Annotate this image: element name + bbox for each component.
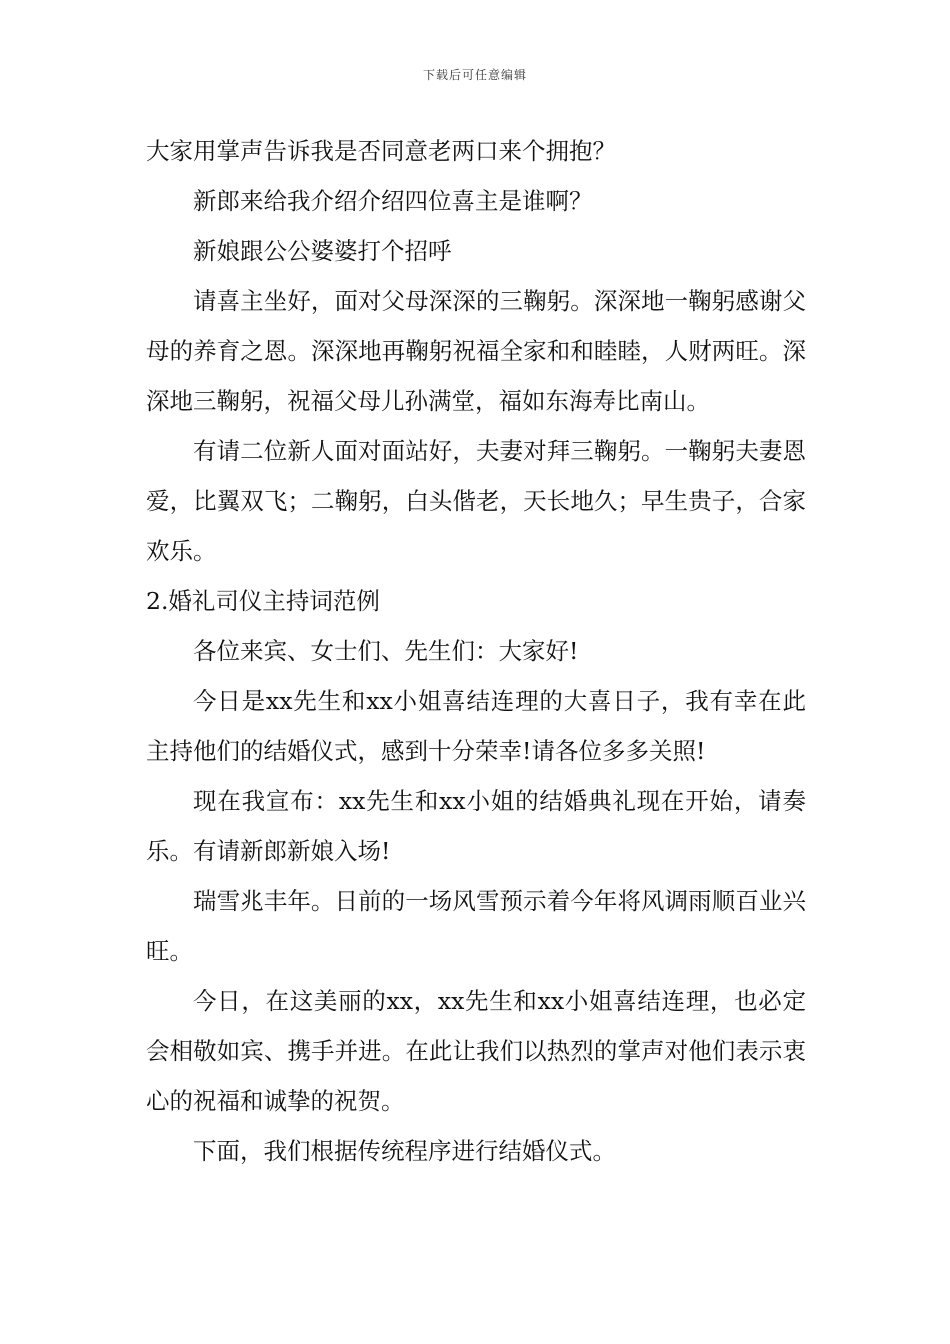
section-heading: 2.婚礼司仪主持词范例 — [146, 587, 380, 615]
paragraph-bow-couple: 有请二位新人面对面站好，夫妻对拜三鞠躬。一鞠躬夫妻恩爱，比翼双飞；二鞠躬，白头偕老，天长地久；早生贵子，合家欢乐。 — [146, 437, 806, 565]
paragraph-blessing: 今日，在这美丽的xx，xx先生和xx小姐喜结连理，也必定会相敬如宾、携手并进。在此让我们以热烈的掌声对他们表示衷心的祝福和诚挚的祝贺。 — [146, 987, 806, 1115]
page-header-note: 下载后可任意编辑 — [422, 68, 527, 82]
paragraph-groom-intro: 新郎来给我介绍介绍四位喜主是谁啊？ — [193, 187, 593, 215]
paragraph-ceremony: 下面，我们根据传统程序进行结婚仪式。 — [193, 1137, 616, 1165]
document-body — [146, 126, 806, 1176]
paragraph-bride-greet: 新娘跟公公婆婆打个招呼 — [193, 237, 452, 265]
paragraph-today: 今日是xx先生和xx小姐喜结连理的大喜日子，我有幸在此主持他们的结婚仪式，感到十分荣幸!请各位多多关照! — [146, 687, 806, 765]
paragraph-greeting: 各位来宾、女士们、先生们：大家好! — [193, 637, 579, 665]
paragraph-bow-parents: 请喜主坐好，面对父母深深的三鞠躬。深深地一鞠躬感谢父母的养育之恩。深深地再鞠躬祝福全家和和睦睦，人财两旺。深深地三鞠躬，祝福父母儿孙满堂，福如东海寿比南山。 — [146, 287, 806, 415]
paragraph-snow: 瑞雪兆丰年。日前的一场风雪预示着今年将风调雨顺百业兴旺。 — [146, 887, 806, 965]
paragraph-hug: 大家用掌声告诉我是否同意老两口来个拥抱？ — [146, 137, 616, 165]
paragraph-announce: 现在我宣布：xx先生和xx小姐的结婚典礼现在开始，请奏乐。有请新郎新娘入场! — [146, 787, 806, 865]
